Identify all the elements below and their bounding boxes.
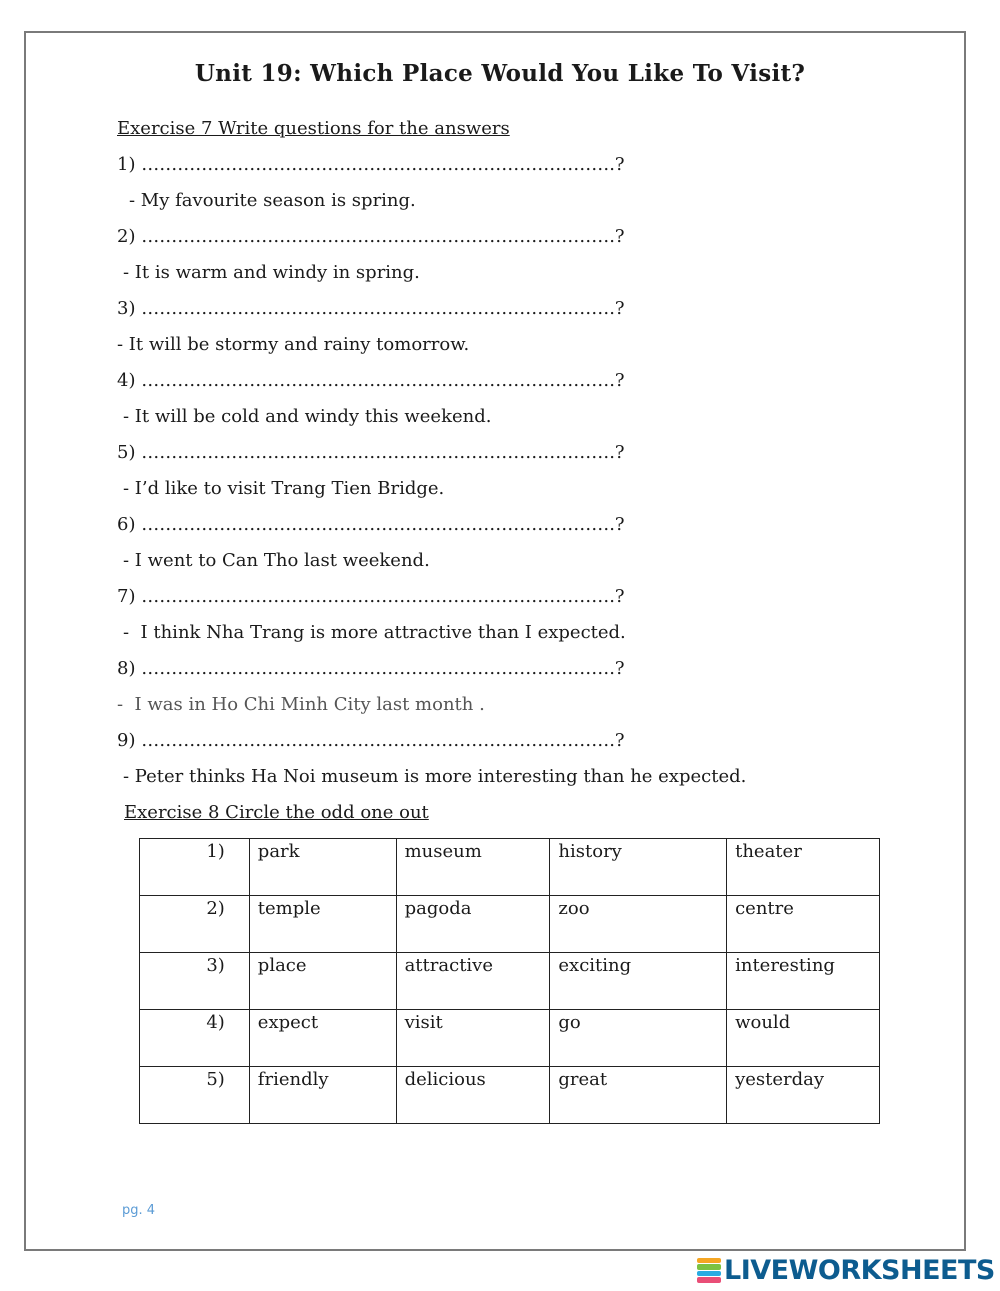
answer-line-8: - I was in Ho Chi Minh City last month . xyxy=(117,694,485,715)
table-row xyxy=(140,1067,880,1124)
word-cell[interactable]: exciting xyxy=(550,953,727,1010)
word-cell[interactable]: yesterday xyxy=(727,1067,880,1124)
answer-line-9: - Peter thinks Ha Noi museum is more interesting than he expected. xyxy=(123,766,747,787)
exercise-7-heading: Exercise 7 Write questions for the answers xyxy=(117,118,510,139)
liveworksheets-icon xyxy=(697,1257,721,1283)
question-line-1: 1) …………………………………………………………………….? xyxy=(117,154,625,175)
row-number: 3) xyxy=(140,953,250,1010)
question-input-4[interactable] xyxy=(140,366,659,392)
word-cell[interactable]: history xyxy=(550,839,727,896)
word-cell[interactable]: would xyxy=(727,1010,880,1067)
question-input-3[interactable] xyxy=(140,294,659,320)
question-input-2[interactable] xyxy=(140,222,659,248)
answer-line-2: - It is warm and windy in spring. xyxy=(123,262,420,283)
word-cell[interactable]: temple xyxy=(249,896,396,953)
question-line-7: 7) …………………………………………………………………….? xyxy=(117,586,625,607)
table-row xyxy=(140,839,880,896)
odd-one-out-table xyxy=(139,838,880,1124)
exercise-8-heading: Exercise 8 Circle the odd one out xyxy=(124,802,429,823)
answer-line-3: - It will be stormy and rainy tomorrow. xyxy=(117,334,470,355)
word-cell[interactable]: expect xyxy=(249,1010,396,1067)
word-cell[interactable]: park xyxy=(249,839,396,896)
word-cell[interactable]: delicious xyxy=(396,1067,550,1124)
brand-text: LIVEWORKSHEETS xyxy=(724,1254,995,1286)
question-input-5[interactable] xyxy=(140,438,659,464)
question-line-2: 2) …………………………………………………………………….? xyxy=(117,226,625,247)
word-cell[interactable]: visit xyxy=(396,1010,550,1067)
row-number: 5) xyxy=(140,1067,250,1124)
question-line-4: 4) …………………………………………………………………….? xyxy=(117,370,625,391)
liveworksheets-logo[interactable] xyxy=(697,1255,995,1285)
answer-line-4: - It will be cold and windy this weekend. xyxy=(123,406,492,427)
answer-line-1: - My favourite season is spring. xyxy=(129,190,416,211)
worksheet-title: Unit 19: Which Place Would You Like To Visit? xyxy=(194,60,806,87)
word-cell[interactable]: great xyxy=(550,1067,727,1124)
word-cell[interactable]: zoo xyxy=(550,896,727,953)
row-number: 2) xyxy=(140,896,250,953)
question-input-7[interactable] xyxy=(140,582,659,608)
question-line-5: 5) …………………………………………………………………….? xyxy=(117,442,625,463)
row-number: 4) xyxy=(140,1010,250,1067)
word-cell[interactable]: theater xyxy=(727,839,880,896)
row-number: 1) xyxy=(140,839,250,896)
word-cell[interactable]: pagoda xyxy=(396,896,550,953)
word-cell[interactable]: attractive xyxy=(396,953,550,1010)
question-input-8[interactable] xyxy=(140,654,659,680)
word-cell[interactable]: interesting xyxy=(727,953,880,1010)
question-line-8: 8) …………………………………………………………………….? xyxy=(117,658,625,679)
table-row xyxy=(140,896,880,953)
answer-line-7: - I think Nha Trang is more attractive than I expected. xyxy=(123,622,626,643)
answer-line-6: - I went to Can Tho last weekend. xyxy=(123,550,430,571)
question-line-9: 9) …………………………………………………………………….? xyxy=(117,730,625,751)
table-row xyxy=(140,953,880,1010)
word-cell[interactable]: place xyxy=(249,953,396,1010)
question-input-6[interactable] xyxy=(140,510,659,536)
question-line-6: 6) …………………………………………………………………….? xyxy=(117,514,625,535)
table-row xyxy=(140,1010,880,1067)
question-input-9[interactable] xyxy=(140,726,659,752)
word-cell[interactable]: museum xyxy=(396,839,550,896)
word-cell[interactable]: centre xyxy=(727,896,880,953)
word-cell[interactable]: go xyxy=(550,1010,727,1067)
answer-line-5: - I’d like to visit Trang Tien Bridge. xyxy=(123,478,445,499)
question-input-1[interactable] xyxy=(140,150,659,176)
word-cell[interactable]: friendly xyxy=(249,1067,396,1124)
question-line-3: 3) …………………………………………………………………….? xyxy=(117,298,625,319)
page-number: pg. 4 xyxy=(122,1203,156,1218)
